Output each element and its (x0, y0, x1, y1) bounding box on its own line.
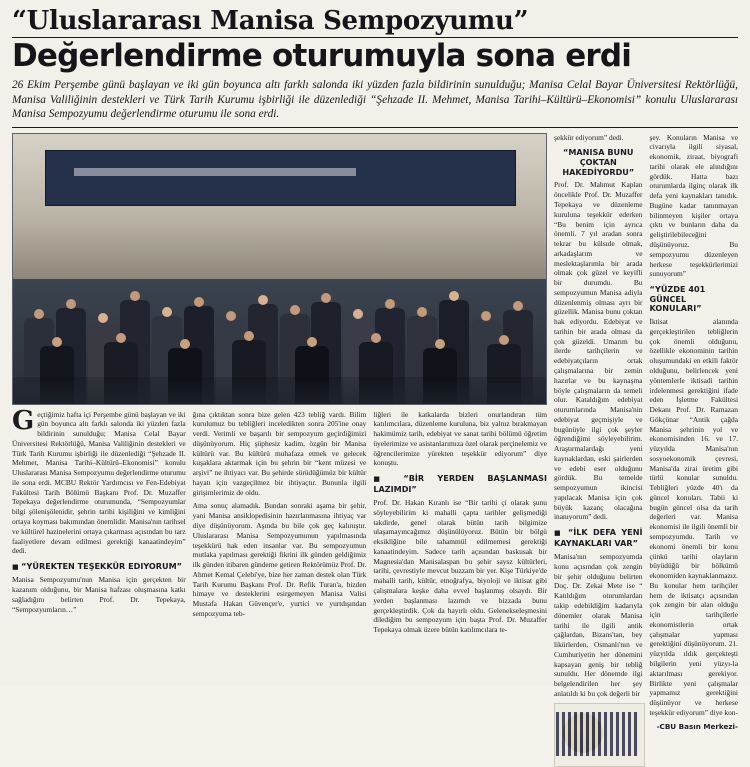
column-4 (554, 132, 643, 698)
column-3 (373, 410, 547, 639)
stage-banner (45, 150, 516, 206)
symposium-group-photo (12, 133, 547, 405)
article-body (12, 132, 738, 731)
subheading: ■ “BİR YERDEN BAŞLANMASI LAZIMDI” (373, 473, 547, 495)
logo-banner-icon (554, 712, 638, 756)
article-headline: Değerlendirme oturumuyla sona erdi (12, 38, 632, 75)
paragraph: Prof. Dr. Mahmut Kaplan öncelikle Prof. Dr. Muzaffer Tepekaya ve düzenleme kuruluna teşekkür ederken “Bu benim için ayrıca önemli. 7 yıl aradan sonra tekrar bu külsıde olmak, arkadaşlarım ve meslektaşlarımla bir arada olmak çok güzel ve keyifli bir durumdu. Bu sempozyumun Manisa adiyla düzenlenmiş olması ayrı bir güzellik. Manisa bunu çoktan hak ediyordu. Edebiyat ve tarihin bir arada olması da çok güzeldi. Umarım bu ilerde tarihçilerin ve edebiyatçıların ortak çalışmalarına bir zemin hazırlar ve bu kaynaşma böyle çalışmaların da temeli olur. Kataldığım edebiyat oturumlarında Manisa'nin edebiyat geçmişiyle ve bugünüyle ilgi çok şeyler öğrendiğimi söyleyebilirim. Araştırmalardağı yeni kaynaklardan, eski şairlerden ve edebi eser olduğunu gördük. Bu temelde sempozyumun ikincisi yapılacak Manisa için çok büyük kazanç olacağına inanıyorum” dedi. (554, 180, 643, 522)
subheading: ■ “YÜREKTEN TEŞEKKÜR EDIYORUM” (12, 561, 186, 572)
column-1 (12, 405, 186, 639)
paragraph: ğına çıktıktan sonra bize gelen 423 tebliğ vardı. Bilim kurulumuz bu tebliğleri inceledikten sonra 205'ine onay verdi. Verimli ve başarılı bir sempozyum geçirdiğimizi düşünüyorum. Hiç şüphesiz kadim, özgün bir Manisa kültürü var. Bu kültürü muhafaza etmek ve gelecek kuşaklara aktarmak için bu şehrin bir “kent müzesi ve arşivi” ne ihtiyacı var. Bu şehirde sürüdüğümüz bir kültür hayatı için vazgeçilmez bir ihtiyaçtır. Bununla ilgili girişimlerimiz de oldu. (192, 409, 367, 497)
divider-under-standfirst (12, 127, 738, 128)
article-kicker: “Uluslararası Manisa Sempozyumu” (12, 6, 529, 36)
paragraph: Manisa Sempozyumu'nun Manisa için gerçekten bir kazanım olduğunu, bir Manisa hafzası oluşmasına katkı sağladığını belirten Prof. Dr. Tepekaya, “Sempozyumların…” (12, 575, 186, 614)
column-5 (649, 132, 739, 731)
article-standfirst: 26 Ekim Perşembe günü başlayan ve iki gün boyunca altı farklı salonda iki yüzden fazla bildirinin sunulduğu; Manisa Celal Bayar Üniversitesi Rektörlüğü, Manisa Valiliğinin destekleri ve Türk Tarih Kurumu işbirliği ile düzenlediği “Şehzade II. Mehmet, Manisa Tarihi–Kültürü–Ekonomisi” konulu Uluslararası Manisa Sempozyumu değerlendirme oturumu ile sona erdi. (12, 79, 738, 121)
paragraph: şey. Konuların Manisa ve civarıyla ilgili siyasal, ekonomik, ziraat, biyografi tarihi olarak ele alındığını gördük. Hatta bazı oturumlarda ilginç olarak ilk defa yeni kaynakları tanıdık. Bugüne kadar tanınmayan bilinmeyen kişiler ortaya çıktı ve bunların daha da geliştirilebileceğini düşünüyoruz. Bu sempozyumu düzenleyen herkese teşekkürlerimizi sunuyorum” (649, 132, 738, 279)
subheading: “YÜZDE 401 GÜNCEL KONULARI” (649, 284, 706, 314)
paragraph: Ama sonuç alamadık. Bundan sonraki aşama bir şehir, yani Manisa ansiklopedisinin hazırlanmasına ihtiyaç var diye düşünüyorum. Aşında bu bile çok geç kalınıştır. Uluslararası Manisa Sempozyumunun yapılmasında teşekkürü hak eden insanlar var. Bu sempozyumun mutlaka yapılması gerektiği fikrini ilk günden geldiğimiz ilk günden itibaren gündeme getiren Rektörümüz Prof. Dr. Ahmet Kemal Çelebi'ye, bize her zaman destek olan Türk Tarih Kurumu Başkanı Prof. Dr. Refik Turan'a, bizden himaye ve desteklerini esirgemeyen Manisa Valisi Mustafa Hakan Güvençer'e, yurtici ve yurtdışından sempozyuma teb- (192, 501, 367, 618)
left-columns (12, 405, 548, 639)
paragraph: şekkür ediyorum” dedi. (554, 132, 624, 142)
paragraph: liğleri ile katkalarda bizleri onurlandıran tüm katılımcılara, düzenleme kuruluna, biz yalnız bırakmayan hakimümiz tarih, edebiyat ve sanat tarihi bölümü öğretim üyelerimize ve asistanlarımıza özel olarak perçinelemiz ve öğrencilerimize yürekten teşekkür ediyorum” diye konuştu. (373, 409, 548, 468)
paragraph: Manisa'nın sempozyumda konu açısından çok zengin bir şehir olduğunu belirten Doç. Dr. Zekai Mete ise “ Katıldığım oturumlardan takip edebildiğim kadarıyla dönemler olarak Manisa tarihi ile ilgili antik çağlardan, Bizans'tan, bey likürlerden, Osmanlı'nın ve Cumhuriyetin her dönemini kapsayan geniş bir tebliğ sunuldu. Her dönemde ilgi belgelendirilen her şey anlatıldı ki bu çok değerli bir (554, 552, 643, 698)
paragraph: Prof. Dr. Hakan Kıranlı ise “Bir tarihi çi olarak şunu söyleyebilirim ki mahalli çapta tarihler gelişmediği takdirde, genel olarak bütün tarih bilgimize ulaşamayıncağımız düşünülüyoruz. Bütün bir bölgü eksikliğine bile tahammül edilmemesi gerektiği kanaatindeyim. Sadece tarih açısından baskusak bir Magnesia'dan Manisalaspan bu şehir saysz kültürleri, tarihi, çevrestiyle mevcut buzzam bir yer. Kişe Türkiye'de mahalli tarih, kültür, etnoğrafya, biyoloji ve iktisat gibi çalışmalara keşke daha evvel başlanmış olsaydı. Bir yerden başlanması lazımdı ve bizzada bunu gerçekleştirdik. Çok da hayırlı oldu. Gelenekseleşmesini dilediğim bu sempozyum için başta Prof. Dr. Muzaffer Tepekaya olmak üzere bütün katılımcılara te- (373, 498, 548, 635)
paragraph: Geçtiğimiz hafta içi Perşembe günü başlayan ve iki gün boyunca altı farklı salonda iki yüzden fazla bildirinin sunulduğu; Manisa Celal Bayar Üniversitesi Rektörlüğü, Manisa Valiliğinin destekleri ve Türk Tarih Kurumu işbirliği ile düzenlediği “Şehzade II. Mehmet, Manisa Tarihi–Kültürü–Ekonomisi” konulu Uluslararası Manisa Sempozyumu değerlendirme oturumu ile sona erdi. MCBU Rektör Yardımcısı ve Fen-Edebiyat Fakültesi Tarih Bölümü Başkanı Prof. Dr. Muzaffer Tepekaya değerlendirme oturumunda, “Sempozyumlar bilgi şölenişölenidir, şehrin tarihi kişiliğini ve kimliğini ortaya koyması bakımından önemlidir. Manisa'nın tarihsel ve kültürel hazinelerini ortaya çıkarması açısından bu tarz faaliyetlere devam edilmesi gerektiği kanaatindeyim” dedi. (12, 405, 186, 556)
subheading: “MANISA BUNU ÇOKTAN HAKEDİYORDU” (562, 147, 635, 177)
symposium-logo (554, 703, 645, 767)
byline: -CBU Basın Merkezi- (656, 721, 738, 731)
paragraph: İktisat alanında gerçekleştirilen tebliğlerin çok önemli olduğunu, özellikle ekonominin tarihin oluşumundaki en etkili faktör olduğunu, belirlencek yeni yöntemlerle iktisadi tarihin irdelenmesi gerektiğini ifade eden İşletme Fakültesi Dekanı Prof. Dr. Ramazan Gökçünar “Antik çağda Manisa şehrinin yol ve ekonomisinden 16. ve 17. yüzyılda Manisa'nın sosyoekonomik çevresi, Manisa'da zirai üretim gibi türlü konular sunuldu. Tebliğleri yüzde 40'ı da güncel konuları. Tabii ki bugün güncel olsa da tarih değerleri var. Manisa ekonomisi ile ilgili önemli bir sempozyumdu. Tarih ve ekonomi önemli bir konu çünkü tarihi olayların büyüdüğü bir bölkümü ekonomiden kaynaklanmazız. Bu konular hem tarihçiler hem de iktisatçı açısından çok zengin bir alan olduğu için tarihçilerle ekonomistlerin ortak çalışmalar yapması gerektiğini düşünüyorum. 21. yüzyılda ıldık gerçekteşti bilgilerin yeni yüzyı-la aktarılması gerekiyor. Birlikte yeni çalışmalar yapmamız gerektiğini düşünüyor ve herkese teşekkür ediyorum” diye kon- (649, 317, 738, 717)
left-section (12, 133, 547, 678)
column-2 (193, 410, 367, 639)
subheading: ■ “İLK DEFA YENİ KAYNAKLARI VAR” (554, 527, 643, 549)
